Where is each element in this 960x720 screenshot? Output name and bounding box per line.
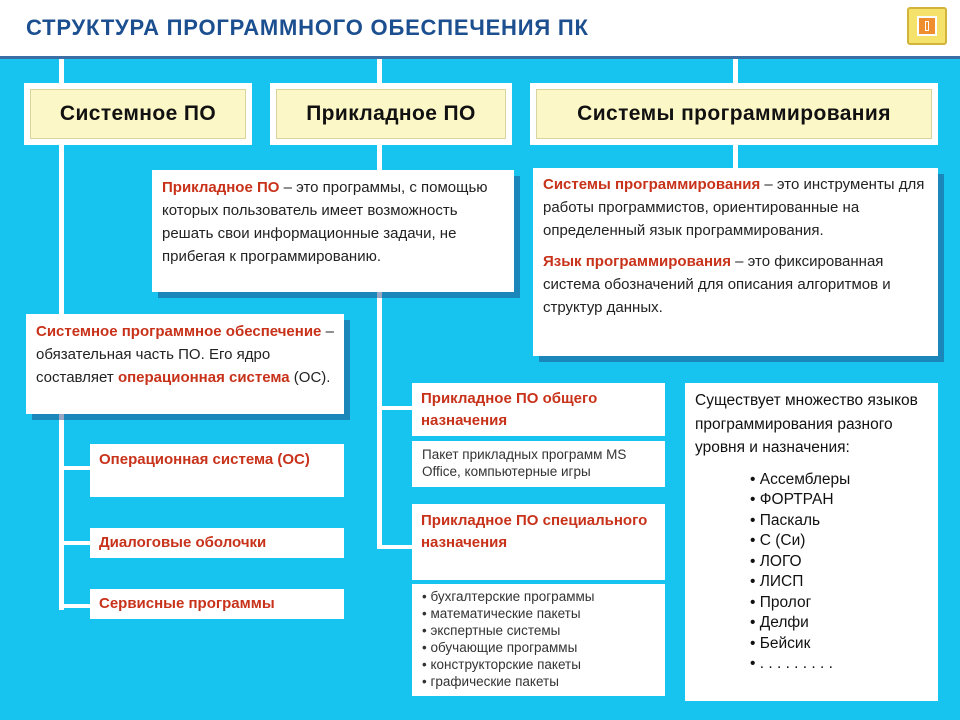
language-item: • Делфи — [750, 613, 928, 634]
system-item-os-label: Операционная система (ОС) — [99, 451, 310, 468]
language-item: • ЛИСП — [750, 572, 928, 593]
programming-systems-text: – это инструменты для работы программистов, ориентированные на определенный язык программирования. — [543, 176, 925, 239]
document-icon — [917, 16, 937, 36]
language-item: • . . . . . . . . . — [750, 654, 928, 675]
general-purpose-desc — [412, 441, 665, 487]
language-item: • ФОРТРАН — [750, 490, 928, 511]
language-item: • Паскаль — [750, 511, 928, 532]
category-programming — [530, 83, 938, 145]
applied-definition — [152, 170, 514, 292]
applied-definition-text: – это программы, с помощью которых пользователь имеет возможность решать свои информационные задачи, не прибегая к программированию. — [162, 179, 488, 265]
connector-shells-branch — [59, 541, 91, 545]
programming-language-text: – это фиксированная система обозначений для описания алгоритмов и структур данных. — [543, 253, 891, 316]
general-purpose-title — [412, 383, 665, 436]
applied-definition-term: Прикладное ПО — [162, 179, 280, 196]
connector-os-branch — [59, 466, 91, 470]
language-item: • Бейсик — [750, 634, 928, 655]
special-purpose-title-label: Прикладное ПО специального назначения — [421, 512, 648, 551]
special-purpose-list — [412, 584, 665, 696]
list-item: • конструкторские пакеты — [422, 656, 655, 673]
category-system — [24, 83, 252, 145]
connector-general-branch — [377, 406, 413, 410]
languages-box — [685, 383, 938, 701]
list-item: • обучающие программы — [422, 639, 655, 656]
system-item-shells — [90, 528, 344, 558]
list-item: • графические пакеты — [422, 673, 655, 690]
programming-definition — [533, 168, 938, 356]
system-definition-text: – обязательная часть ПО. Его ядро составляет — [36, 323, 334, 386]
list-item: • бухгалтерские программы — [422, 588, 655, 605]
connector-system-top — [59, 59, 64, 84]
language-item: • Пролог — [750, 593, 928, 614]
page-title: СТРУКТУРА ПРОГРАММНОГО ОБЕСПЕЧЕНИЯ ПК — [26, 15, 589, 40]
language-item: • ЛОГО — [750, 552, 928, 573]
programming-language-term: Язык программирования — [543, 253, 731, 270]
category-programming-label: Системы программирования — [577, 102, 891, 125]
system-definition-os-term: операционная система — [117, 369, 290, 386]
corner-button[interactable] — [907, 7, 947, 45]
category-system-label: Системное ПО — [59, 102, 217, 125]
general-purpose-title-label: Прикладное ПО общего назначения — [421, 390, 598, 429]
list-item: • математические пакеты — [422, 605, 655, 622]
programming-systems-term: Системы программирования — [543, 176, 761, 193]
connector-special-branch — [377, 545, 413, 549]
connector-applied-top — [377, 59, 382, 84]
system-item-service — [90, 589, 344, 619]
category-applied — [270, 83, 512, 145]
language-item: • С (Си) — [750, 531, 928, 552]
category-applied-label: Прикладное ПО — [306, 102, 476, 125]
connector-programming-top — [733, 59, 738, 84]
system-definition-end: (ОС). — [289, 369, 331, 386]
language-item: • Ассемблеры — [750, 470, 928, 491]
connector-programming-trunk — [733, 144, 738, 170]
system-item-shells-label: Диалоговые оболочки — [99, 534, 267, 551]
general-purpose-desc-text: Пакет прикладных программ MS Office, компьютерные игры — [422, 447, 627, 479]
special-purpose-title — [412, 504, 665, 580]
system-item-service-label: Сервисные программы — [99, 595, 275, 612]
connector-service-branch — [59, 604, 91, 608]
system-item-os — [90, 444, 344, 497]
system-definition-term: Системное программное обеспечение — [36, 323, 322, 340]
system-definition — [26, 314, 344, 414]
list-item: • экспертные системы — [422, 622, 655, 639]
languages-intro: Существует множество языков программирования разного уровня и назначения: — [695, 392, 918, 456]
